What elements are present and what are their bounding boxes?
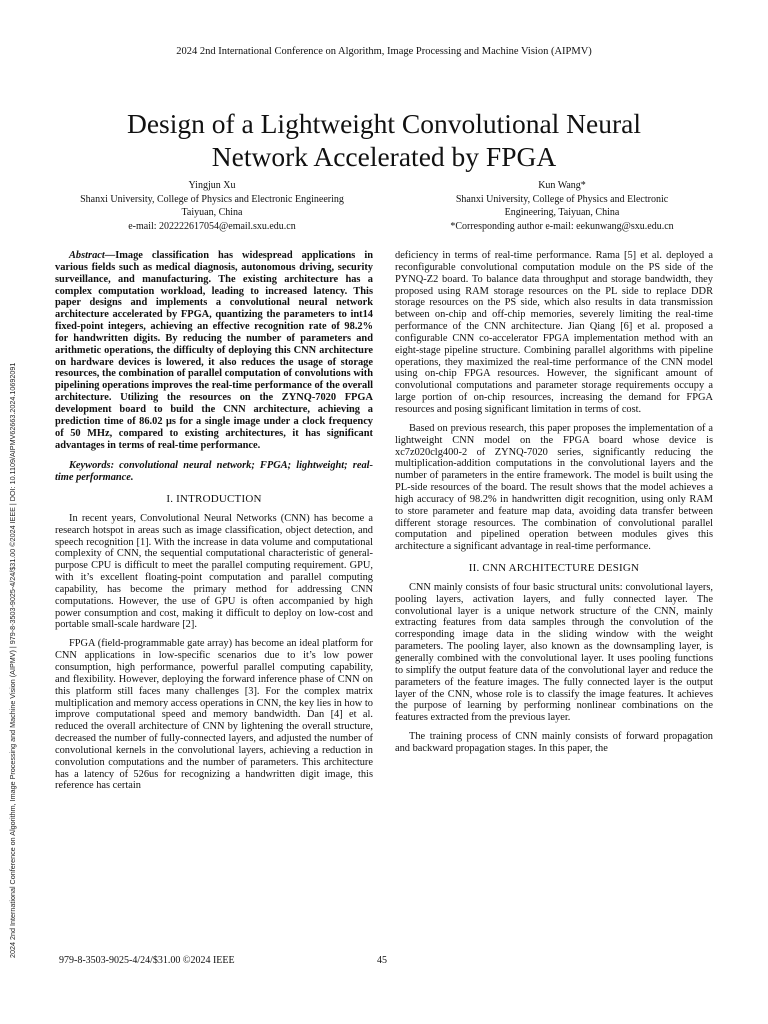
right-column xyxy=(395,250,713,755)
author-location: Engineering, Taiyuan, China xyxy=(504,207,620,218)
paragraph: deficiency in terms of real-time performance. Rama [5] et al. deployed a reconfigurable convolutional computation module on the PS side of the PYNQ-Z2 board. To balance data throughput and storage bandwidth, they proposed using RAM storage resources on the PL side to replace DDR storage resources on the PS side, which also results in data transmission between on-chip and off-chip memories, severely limiting the real-time performance of the CNN architecture. Jian Qiang [6] et al. proposed a configurable CNN co-accelerator FPGA implementation method with an eight-stage pipeline structure. Combining parallel algorithms with pipeline operations, they maximized the real-time performance of the CNN model using on-chip FPGA resources. However, the significant amount of convolutional computations and parameter storage requirements occupy a large portion of on-chip resources, increasing the demand for FPGA resources and posing significant limitation in terms of cost. xyxy=(395,250,713,415)
paragraph: FPGA (field-programmable gate array) has become an ideal platform for CNN applications in low-specific scenarios due to it’s low power consumption, high performance, powerful parallel computing capability, and flexibility. However, deploying the forward inference phase of CNN on this platform still faces many challenges [3]. For the complex matrix multiplication and memory access operations in CNN, the key lies in how to improve computational speed and memory bandwidth. Dan [4] et al. reduced the overall architecture of CNN by lightening the overall structure, decreased the number of fully-connected layers, and adjusted the number of convolutional kernels in the convolutional layers, achieving a reduction in convolution computations and the number of parameters. This architecture has a latency of 526us for recognizing a handwritten digit image, this reference has certain xyxy=(55,638,373,792)
author-block-1 xyxy=(56,179,368,233)
abstract xyxy=(55,250,373,451)
author-name: Yingjun Xu xyxy=(188,180,236,191)
conference-header: 2024 2nd International Conference on Algorithm, Image Processing and Machine Vision (AIPMV) xyxy=(176,46,592,57)
title-line-2: Network Accelerated by FPGA xyxy=(211,141,557,172)
paragraph: Based on previous research, this paper proposes the implementation of a lightweight CNN model on the FPGA board whose device is xc7z020clg400-2 of ZYNQ-7020 series, significantly reducing the multiplication-addition computations in the convolutional layers and the number of parameters in the entire framework. The model is built using the PL-side resources of the board. The result shows that the model achieves a high accuracy of 98.2% in handwritten digit recognition, using only RAM to store parameter and feature map data, avoiding data transfer between different storage resources. The combination of convolutional parallel computation and pipelined operation between modules gives this architecture a significant advantage in real-time performance. xyxy=(395,422,713,553)
paragraph: The training process of CNN mainly consists of forward propagation and backward propagation stages. In this paper, the xyxy=(395,731,713,754)
abstract-text: —Image classification has widespread applications in various fields such as medical diagnosis, autonomous driving, security surveillance, and manufacturing. The existing architecture has a complex computation workload, leading to increased latency. This paper designs and implements a convolutional neural network architecture accelerated by FPGA, quantizing the parameters to int14 fixed-point integers, achieving an effective recognition rate of 98.2% for handwritten digits. By reducing the number of parameters and arithmetic operations, the difficulty of deploying this CNN architecture on hardware devices is lowered, it also reduces the usage of storage resources, the combination of parallel computation of convolutions with pipelining operations improves the real-time performance of the overall architecture. Utilizing the resources on the ZYNQ-7020 FPGA development board to build the CNN architecture, achieving a prediction time of 86.02 μs for a single image under a clock frequency of 50 MHz, compared to existing architectures, it has significant advantages in terms of real-time performance. xyxy=(55,250,373,451)
paragraph: CNN mainly consists of four basic structural units: convolutional layers, pooling layers, activation layers, and fully connected layer. The convolutional layer is a unique network structure of the CNN, mainly extracting features from data samples through the convolution of the corresponding image data in the sliding window with the weight parameters. The pooling layer, also known as the downsampling layer, is generally combined with the convolutional layer. It uses pooling functions to simplify the output feature data of the convolutional layer and reduce the parameters of the feature images. The fully connected layer is the output layer of the CNN, whose role is to classify the image features. It achieves the purpose of learning by performing nonlinear combinations on the features extracted from the previous layer. xyxy=(395,581,713,724)
section-heading-introduction: I. INTRODUCTION xyxy=(166,493,262,506)
abstract-label: Abstract xyxy=(69,250,105,261)
author-affiliation: Shanxi University, College of Physics and Electronic Engineering xyxy=(80,193,344,205)
doi-sidebar-text: 2024 2nd International Conference on Algorithm, Image Processing and Machine Vision (AIPMV) | 979-8-3503-9025-4/24/$31.00 ©2024 IEEE | DOI: 10.1109/AIPMV62663.2024.10692091 xyxy=(8,362,17,958)
title-line-1: Design of a Lightweight Convolutional Neural xyxy=(126,108,641,139)
section-heading-architecture: II. CNN ARCHITECTURE DESIGN xyxy=(468,562,640,575)
author-name: Kun Wang* xyxy=(538,180,586,191)
paragraph: In recent years, Convolutional Neural Networks (CNN) has become a research hotspot in areas such as image classification, object detection, and speech recognition [1]. With the increase in data volume and computational complexity of CNN, the sequential computational characteristic of general-purpose CPU is difficult to meet the parallel computing requirement. GPU, with it’s excellent floating-point computation and parallel computing capability, has become the primary method for addressing CNN computations. However, the use of GPU is often accompanied by high power consumption and cost, making it difficult to deploy on low-cost and portable small-scale hardware [2]. xyxy=(55,512,373,631)
keywords: Keywords: convolutional neural network; FPGA; lightweight; real-time performance. xyxy=(55,460,373,484)
author-location: Taiyuan, China xyxy=(181,207,243,218)
author-affiliation: Shanxi University, College of Physics and Electronic xyxy=(455,193,669,205)
author-email: *Corresponding author e-mail: eekunwang@sxu.edu.cn xyxy=(450,220,674,232)
author-block-2 xyxy=(400,179,724,233)
author-email: e-mail: 202222617054@email.sxu.edu.cn xyxy=(128,220,296,232)
left-column xyxy=(55,250,373,792)
footer-copyright: 979-8-3503-9025-4/24/$31.00 ©2024 IEEE xyxy=(59,955,235,966)
page-number: 45 xyxy=(377,955,387,966)
paper-title xyxy=(60,107,708,173)
